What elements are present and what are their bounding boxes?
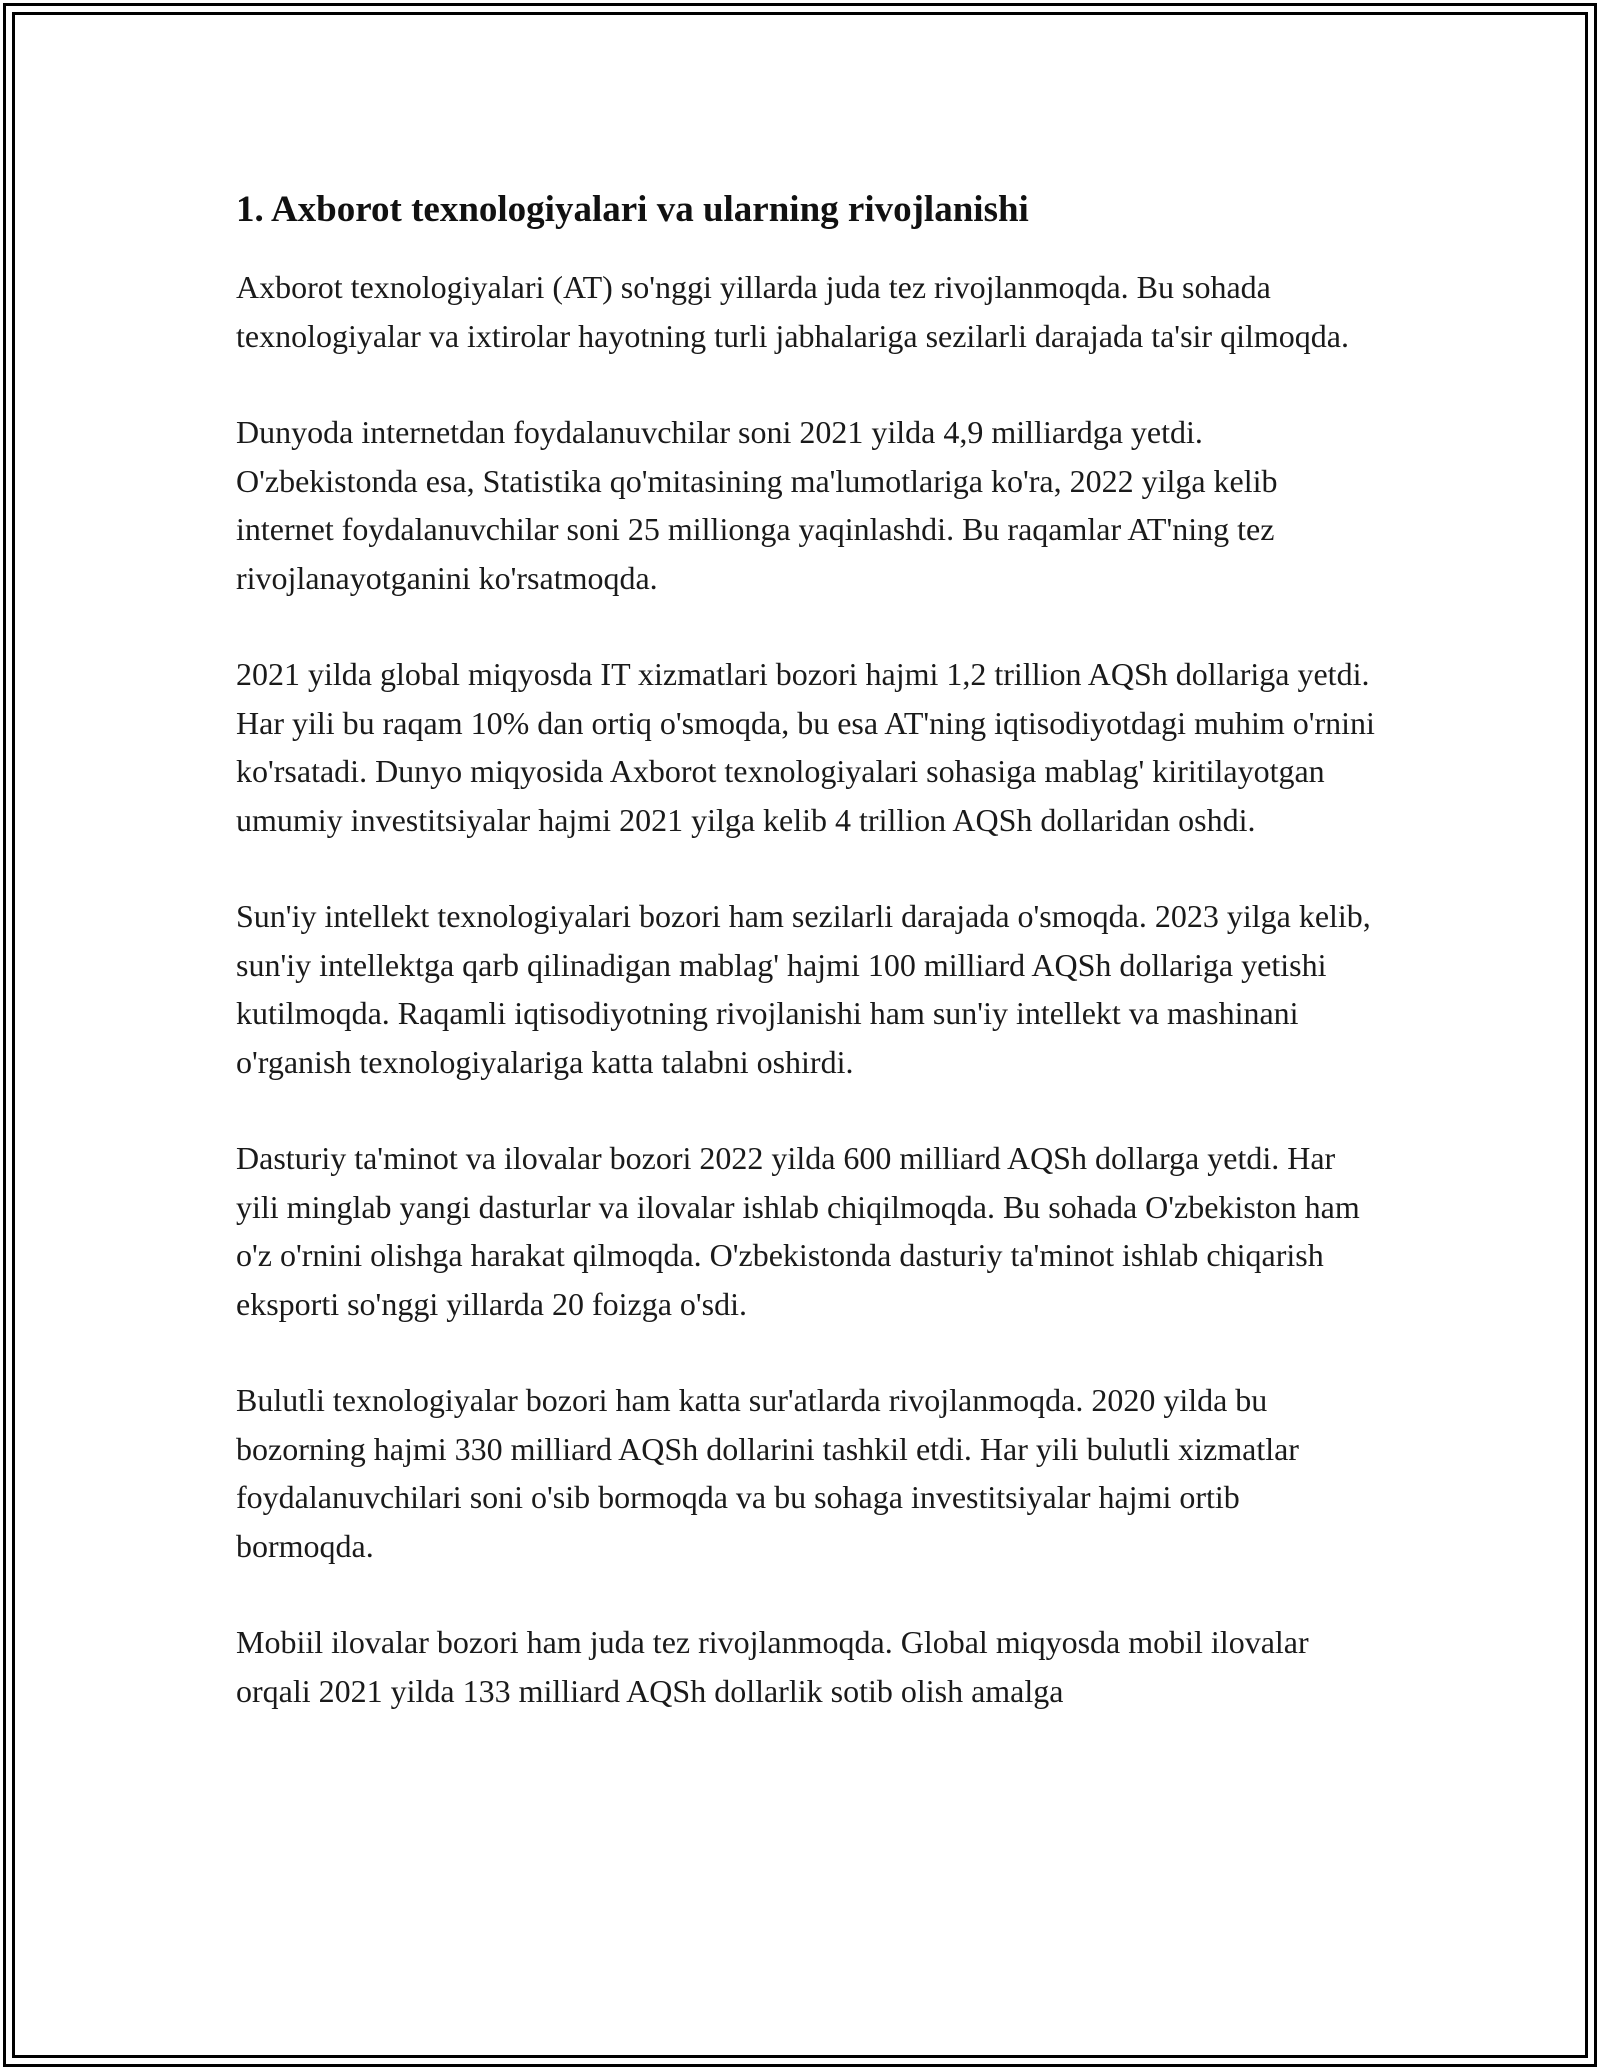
document-body xyxy=(236,184,1376,1763)
section-heading: 1. Axborot texnologiyalari va ularning rivojlanishi xyxy=(236,189,1029,230)
paragraph-mobile-apps: Mobiil ilovalar bozori ham juda tez rivojlanmoqda. Global miqyosda mobil ilovalar orqali 2021 yilda 133 milliard AQSh dollarlik sotib olish amalga xyxy=(236,1624,1309,1709)
paragraph-artificial-intelligence: Sun'iy intellekt texnologiyalari bozori ham sezilarli darajada o'smoqda. 2023 yilga kelib, sun'iy intellektga qarb qilinadigan mablag' hajmi 100 milliard AQSh dollariga yetishi kutilmoqda. Raqamli iqtisodiyotning rivojlanishi ham sun'iy intellekt va mashinani o'rganish texnologiyalariga katta talabni oshirdi. xyxy=(236,898,1371,1080)
paragraph-internet-users: Dunyoda internetdan foydalanuvchilar soni 2021 yilda 4,9 milliardga yetdi. O'zbekistonda esa, Statistika qo'mitasining ma'lumotlariga ko'ra, 2022 yilga kelib internet foydalanuvchilar soni 25 millionga yaqinlashdi. Bu raqamlar AT'ning tez rivojlanayotganini ko'rsatmoqda. xyxy=(236,414,1278,596)
paragraph-cloud-technologies: Bulutli texnologiyalar bozori ham katta sur'atlarda rivojlanmoqda. 2020 yilda bu bozorning hajmi 330 milliard AQSh dollarini tashkil etdi. Har yili bulutli xizmatlar foydalanuvchilari soni o'sib bormoqda va bu sohaga investitsiyalar hajmi ortib bormoqda. xyxy=(236,1382,1299,1564)
paragraph-it-services-market: 2021 yilda global miqyosda IT xizmatlari bozori hajmi 1,2 trillion AQSh dollariga yetdi. Har yili bu raqam 10% dan ortiq o'smoqda, bu esa AT'ning iqtisodiyotdagi muhim o'rnini ko'rsatadi. Dunyo miqyosida Axborot texnologiyalari sohasiga mablag' kiritilayotgan umumiy investitsiyalar hajmi 2021 yilga kelib 4 trillion AQSh dollaridan oshdi. xyxy=(236,656,1375,838)
paragraph-intro: Axborot texnologiyalari (AT) so'nggi yillarda juda tez rivojlanmoqda. Bu sohada texnologiyalar va ixtirolar hayotning turli jabhalariga sezilarli darajada ta'sir qilmoqda. xyxy=(236,269,1349,354)
paragraph-software-market: Dasturiy ta'minot va ilovalar bozori 2022 yilda 600 milliard AQSh dollarga yetdi. Har yili minglab yangi dasturlar va ilovalar ishlab chiqilmoqda. Bu sohada O'zbekiston ham o'z o'rnini olishga harakat qilmoqda. O'zbekistonda dasturiy ta'minot ishlab chiqarish eksporti so'nggi yillarda 20 foizga o'sdi. xyxy=(236,1140,1360,1322)
